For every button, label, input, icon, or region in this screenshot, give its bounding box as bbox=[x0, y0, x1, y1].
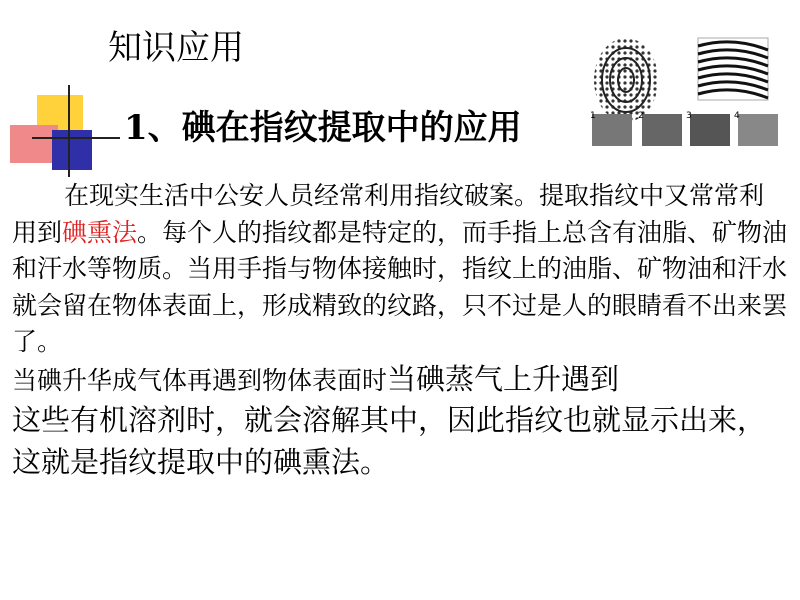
body-paragraph bbox=[12, 178, 788, 483]
horizontal-line bbox=[32, 137, 120, 139]
fingerprint-images bbox=[586, 32, 786, 152]
paragraph-part3: 当碘升华成气体再遇到物体表面时 bbox=[12, 365, 388, 395]
decorative-squares bbox=[10, 85, 120, 180]
paragraph-part5: 这些有机溶剂时，就会溶解其中，因此指纹也就显示出来，这就是指纹提取中的碘熏法。 bbox=[12, 403, 767, 479]
fingerprint-ridge-closeup-icon bbox=[698, 38, 768, 100]
iodine-fuming-highlight: 碘熏法 bbox=[62, 217, 138, 247]
slide-subtitle: 1、碘在指纹提取中的应用 bbox=[124, 108, 522, 148]
blue-square bbox=[52, 130, 92, 170]
paragraph-part4: 当碘蒸气上升遇到 bbox=[387, 361, 620, 396]
sample-label-2: 2 bbox=[638, 111, 644, 121]
paragraph-part1: 在现实生活中公安人员经常利用指纹破案。提取指纹中又常常利用到 bbox=[12, 181, 765, 247]
section-heading: 知识应用 bbox=[108, 28, 244, 68]
fingerprint-large-icon bbox=[594, 38, 658, 122]
sample-label-3: 3 bbox=[686, 111, 692, 121]
sample-label-4: 4 bbox=[734, 111, 740, 121]
red-square bbox=[10, 125, 58, 163]
paragraph-part2: 。每个人的指纹都是特定的，而手指上总含有油脂、矿物油和汗水等物质。当用手指与物体接触时，指纹上的油脂、矿物油和汗水就会留在物体表面上，形成精致的纹路，只不过是人的眼睛看不出来罢了。 bbox=[12, 217, 788, 356]
sample-label-1: 1 bbox=[590, 111, 596, 121]
fingerprint-samples-row bbox=[590, 111, 778, 146]
vertical-line bbox=[68, 85, 70, 177]
